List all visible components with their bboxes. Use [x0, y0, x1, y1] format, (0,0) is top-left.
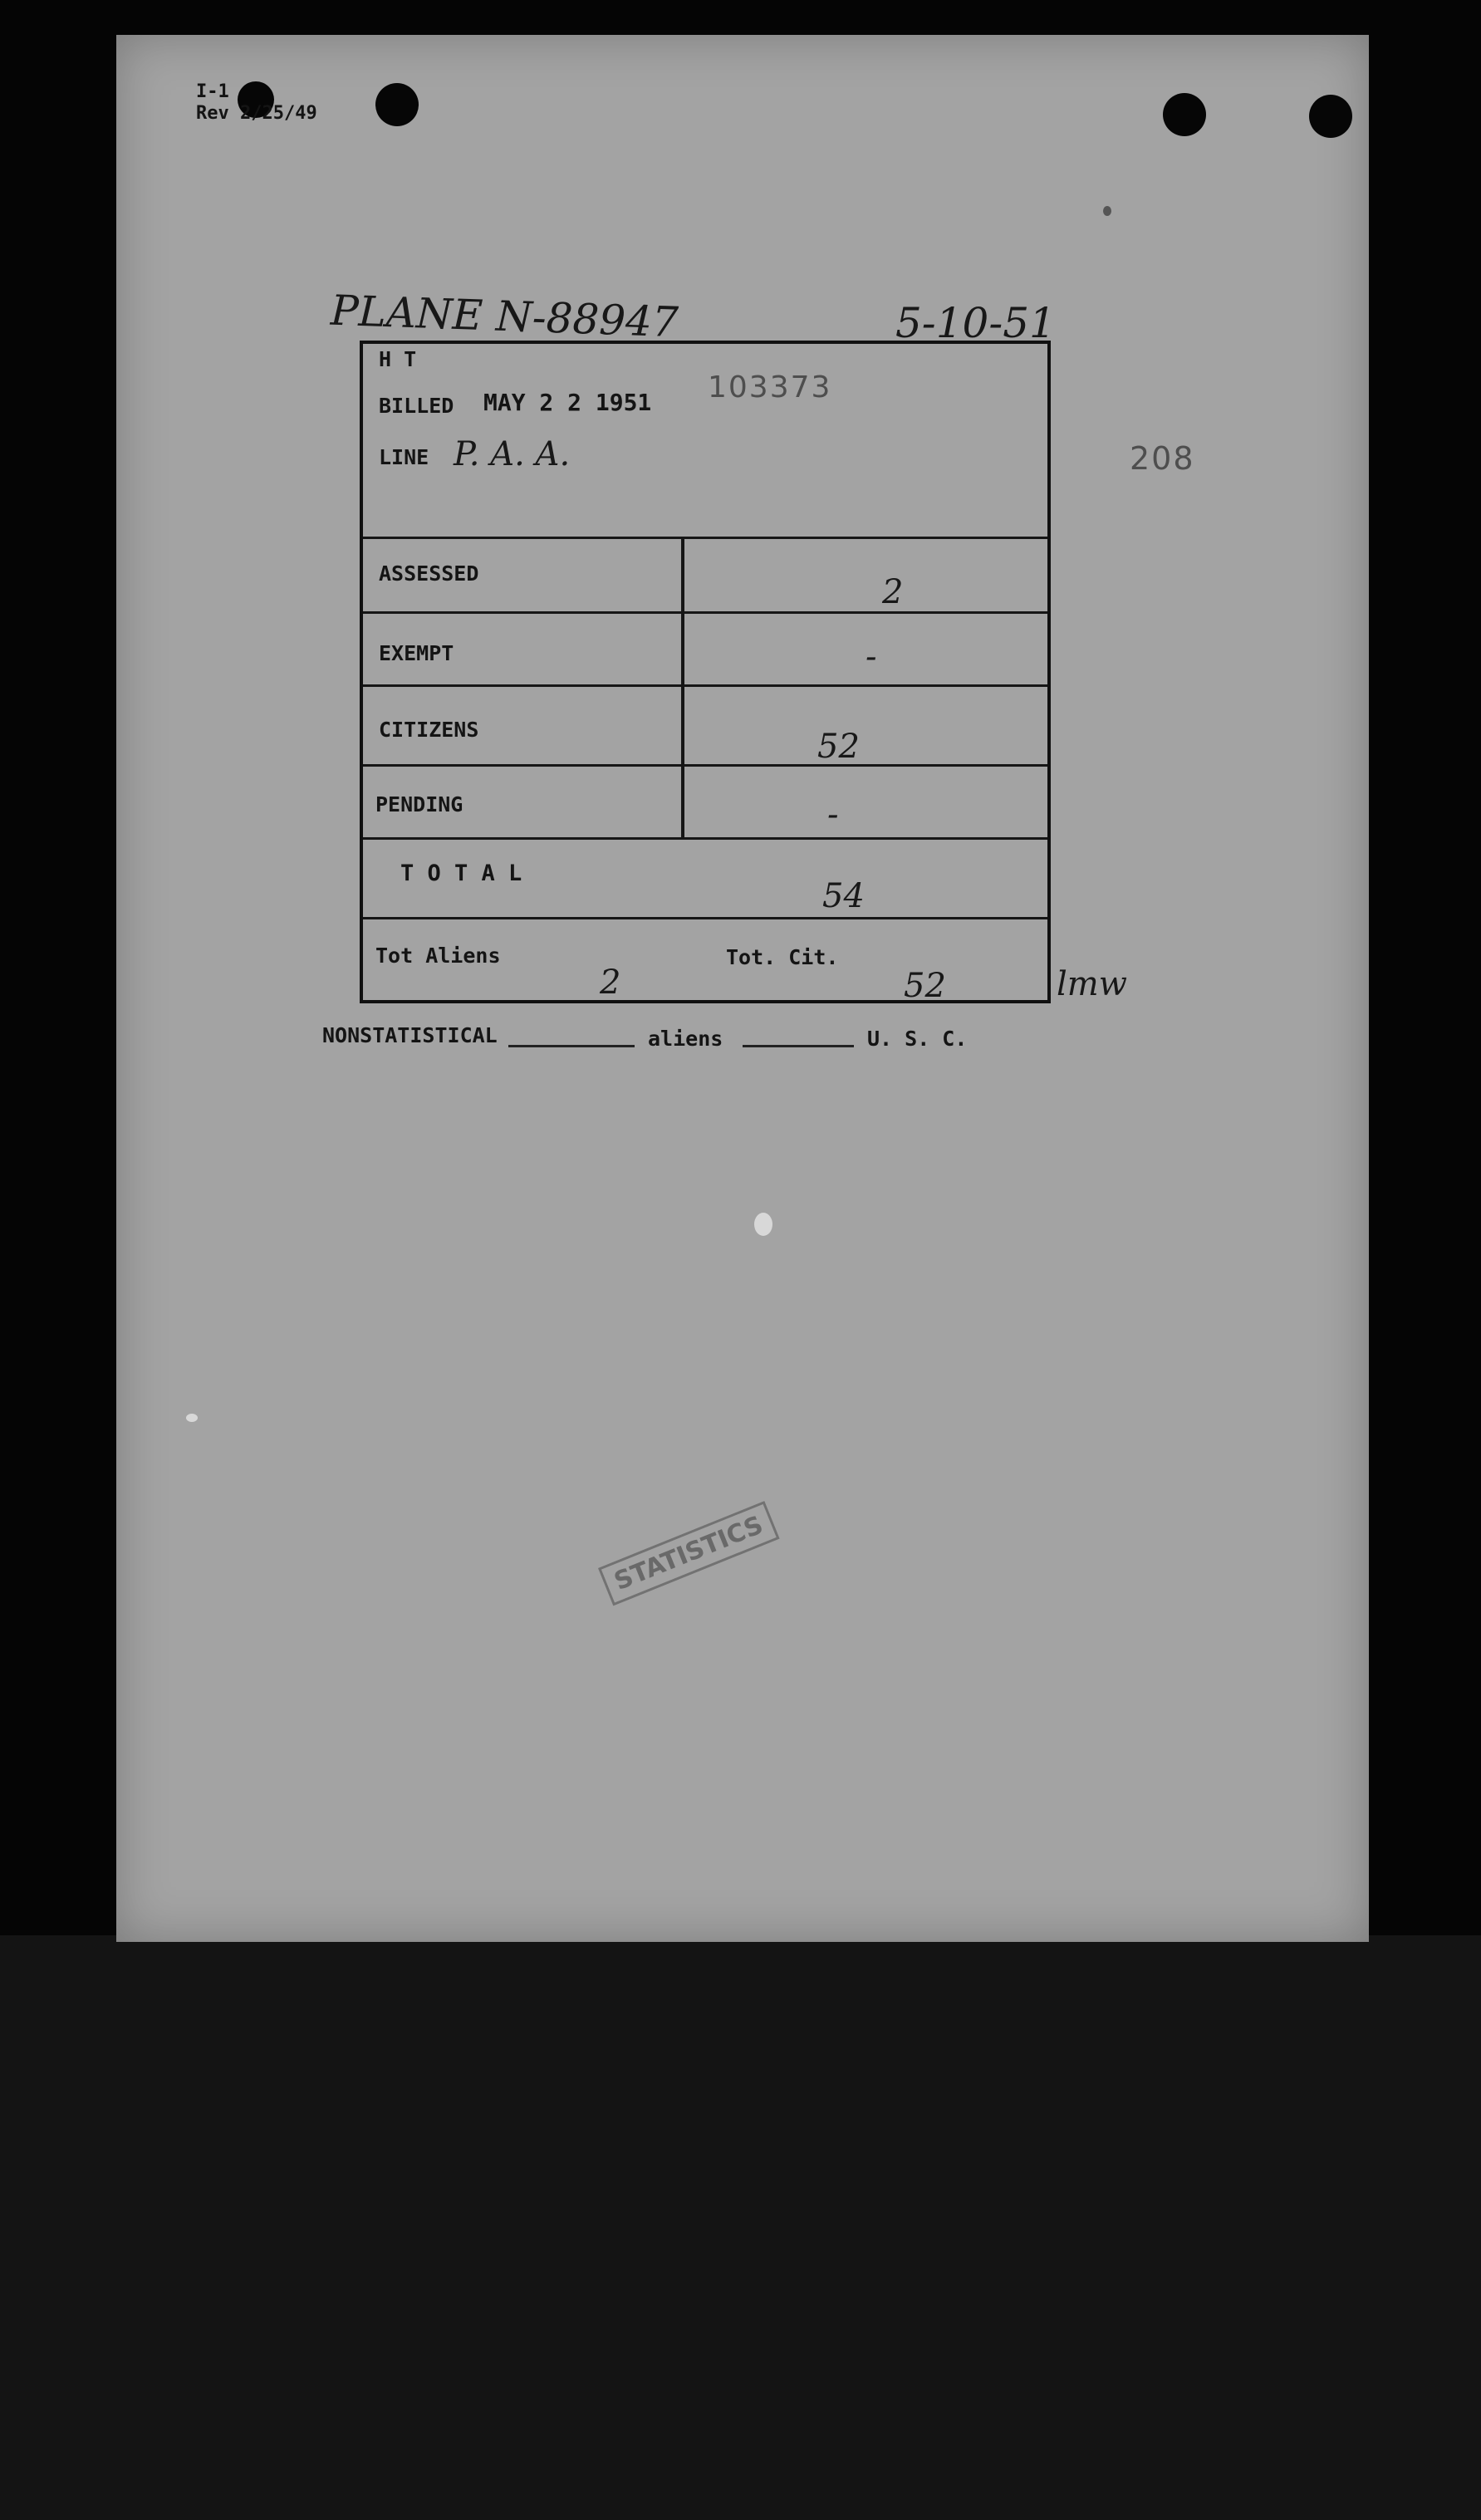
punch-hole-left	[375, 83, 419, 126]
punch-hole-right-1	[1163, 93, 1206, 136]
rule-total-bottom	[363, 917, 1047, 919]
nonstatistical-label: NONSTATISTICAL	[322, 1023, 498, 1047]
rule-row-1	[363, 611, 1047, 614]
statistics-stamp: STATISTICS	[598, 1501, 779, 1606]
aliens-label: aliens	[648, 1027, 723, 1051]
tot-cit-label: Tot. Cit.	[726, 945, 839, 969]
rule-row-2	[363, 684, 1047, 687]
film-speck	[1103, 206, 1111, 216]
exempt-label: EXEMPT	[379, 641, 454, 665]
total-value: 54	[822, 877, 865, 915]
punch-hole-right-2	[1309, 95, 1352, 138]
line-label: LINE	[379, 445, 429, 469]
film-speck	[186, 1414, 198, 1422]
form-code-line1: I-1	[196, 81, 229, 102]
form-code-line2: Rev 2/25/49	[196, 103, 317, 124]
billed-label: BILLED	[379, 394, 454, 418]
pending-value: -	[827, 796, 839, 834]
reviewer-initials: lmw	[1057, 965, 1127, 1003]
assessed-value: 2	[882, 573, 904, 611]
date-heading: 5-10-51	[895, 299, 1056, 347]
total-label: T O T A L	[400, 860, 522, 886]
tot-aliens-label: Tot Aliens	[375, 944, 501, 968]
rule-row-3	[363, 764, 1047, 767]
citizens-value: 52	[817, 728, 860, 766]
microfilm-backdrop	[0, 1935, 1481, 2520]
nonstatistical-blank	[508, 1045, 635, 1047]
citizens-label: CITIZENS	[379, 718, 479, 742]
serial-number: 103373	[708, 370, 832, 404]
rule-header-bottom	[363, 537, 1047, 539]
assessed-label: ASSESSED	[379, 561, 479, 586]
line-value: P. A. A.	[454, 435, 571, 473]
billed-date: MAY 2 2 1951	[483, 389, 652, 416]
rule-row-4	[363, 837, 1047, 840]
usc-label: U. S. C.	[867, 1027, 968, 1051]
exempt-value: -	[866, 638, 877, 676]
tot-cit-value: 52	[904, 967, 946, 1005]
pending-label: PENDING	[375, 792, 463, 816]
aliens-blank	[743, 1045, 854, 1047]
header-code: H T	[379, 347, 417, 371]
film-speck	[754, 1213, 772, 1236]
page-number: 208	[1130, 440, 1195, 477]
plane-heading: PLANE N-88947	[330, 286, 679, 347]
tot-aliens-value: 2	[600, 963, 621, 1002]
rule-column-divider	[681, 538, 684, 837]
